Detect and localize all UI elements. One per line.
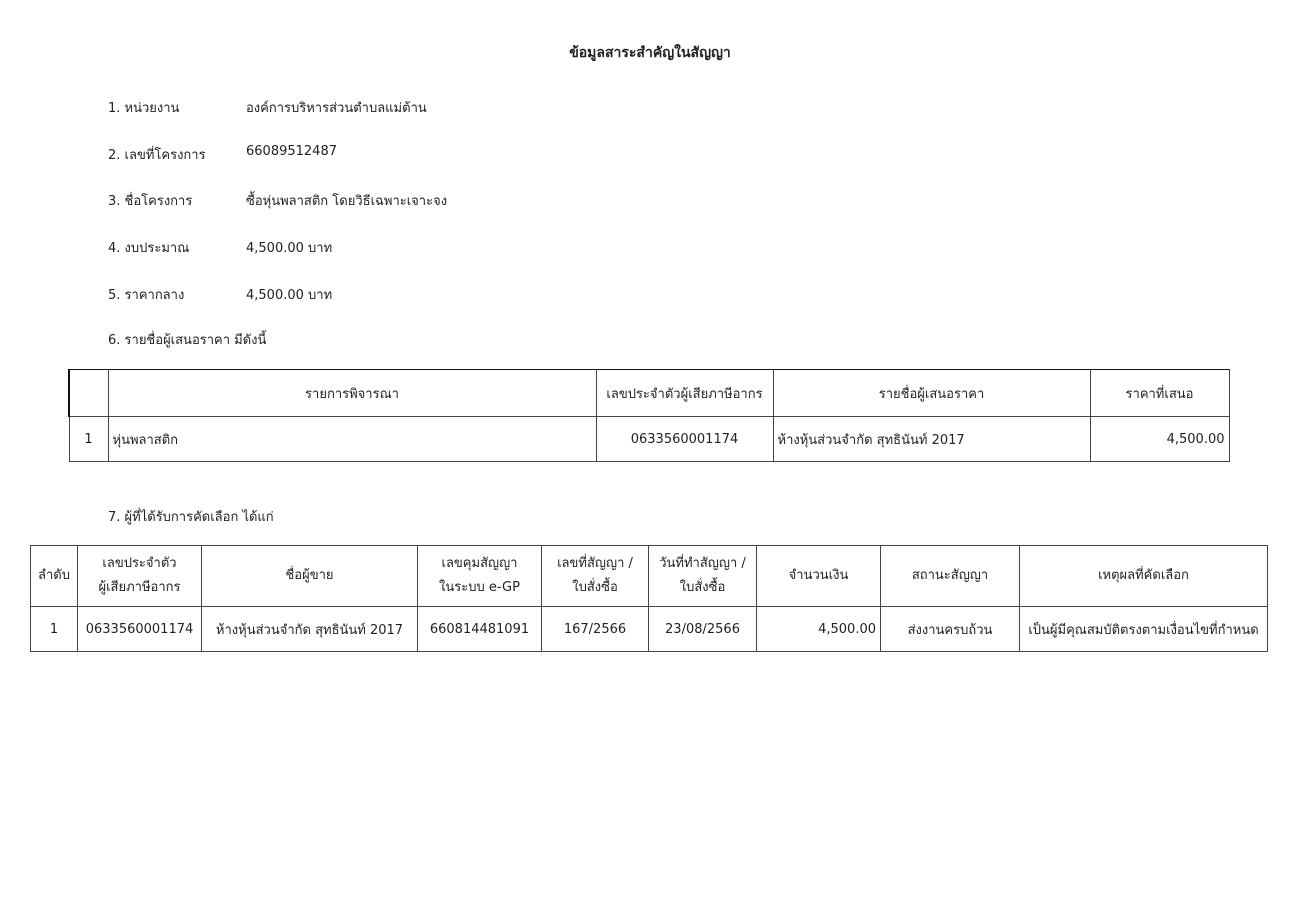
table-row xyxy=(69,417,1229,462)
row-number: 1 xyxy=(69,417,108,462)
table-header-row xyxy=(69,370,1229,417)
table-row xyxy=(31,607,1268,652)
amount-cell: 4,500.00 xyxy=(757,607,881,652)
info-row-median-price xyxy=(108,284,708,304)
header-cell: เลขประจำตัวผู้เสียภาษีอากร xyxy=(596,370,773,417)
bidders-table xyxy=(68,369,1230,462)
egp-contract-cell: 660814481091 xyxy=(418,607,542,652)
header-cell xyxy=(649,546,757,607)
item-cell: หุ่นพลาสติก xyxy=(108,417,596,462)
contract-status-cell: ส่งงานครบถ้วน xyxy=(881,607,1020,652)
info-label: 3. ชื่อโครงการ xyxy=(108,194,193,209)
header-cell xyxy=(69,370,108,417)
table-header-row xyxy=(31,546,1268,607)
row-number: 1 xyxy=(31,607,78,652)
info-label: 2. เลขที่โครงการ xyxy=(108,148,206,163)
section-heading-bidders: 6. รายชื่อผู้เสนอราคา มีดังนี้ xyxy=(108,333,267,348)
header-cell: สถานะสัญญา xyxy=(881,546,1020,607)
header-cell: ชื่อผู้ขาย xyxy=(202,546,418,607)
info-value: 4,500.00 บาท xyxy=(246,288,333,303)
header-cell xyxy=(418,546,542,607)
header-line: เลขประจำตัว xyxy=(102,556,177,571)
header-cell: รายชื่อผู้เสนอราคา xyxy=(773,370,1090,417)
info-row-project-name xyxy=(108,190,708,210)
header-cell: จำนวนเงิน xyxy=(757,546,881,607)
header-line: ในระบบ e-GP xyxy=(439,580,520,595)
info-value: องค์การบริหารส่วนตำบลแม่ต้าน xyxy=(246,101,427,116)
vendor-name-cell: ห้างหุ้นส่วนจำกัด สุทธินันท์ 2017 xyxy=(202,607,418,652)
header-cell: ราคาที่เสนอ xyxy=(1090,370,1229,417)
header-line: ผู้เสียภาษีอากร xyxy=(98,580,181,595)
header-cell: รายการพิจารณา xyxy=(108,370,596,417)
document-title: ข้อมูลสาระสำคัญในสัญญา xyxy=(569,45,731,61)
header-line: ใบสั่งซื้อ xyxy=(679,580,726,595)
header-cell xyxy=(78,546,202,607)
info-row-project-number xyxy=(108,144,708,164)
header-line: ใบสั่งซื้อ xyxy=(572,580,618,595)
info-value: 4,500.00 บาท xyxy=(246,241,333,256)
contract-number-cell: 167/2566 xyxy=(542,607,649,652)
info-label: 4. งบประมาณ xyxy=(108,241,190,256)
contract-date-cell: 23/08/2566 xyxy=(649,607,757,652)
header-cell xyxy=(542,546,649,607)
header-cell: เหตุผลที่คัดเลือก xyxy=(1020,546,1268,607)
header-line: เลขคุมสัญญา xyxy=(441,556,518,571)
bidder-name-cell: ห้างหุ้นส่วนจำกัด สุทธินันท์ 2017 xyxy=(773,417,1090,462)
tax-id-cell: 0633560001174 xyxy=(596,417,773,462)
selected-vendor-table xyxy=(30,545,1268,652)
info-value: 66089512487 xyxy=(246,144,337,159)
selection-reason-cell: เป็นผู้มีคุณสมบัติตรงตามเงื่อนไขที่กำหนด xyxy=(1020,607,1268,652)
tax-id-cell: 0633560001174 xyxy=(78,607,202,652)
section-heading-selected: 7. ผู้ที่ได้รับการคัดเลือก ได้แก่ xyxy=(108,510,274,525)
info-value: ซื้อหุ่นพลาสติก โดยวิธีเฉพาะเจาะจง xyxy=(246,194,448,209)
info-label: 1. หน่วยงาน xyxy=(108,101,180,116)
info-row-budget xyxy=(108,237,708,257)
header-line: วันที่ทำสัญญา / xyxy=(659,556,746,571)
info-row-agency xyxy=(108,97,708,117)
header-cell: ลำดับ xyxy=(31,546,78,607)
bid-price-cell: 4,500.00 xyxy=(1090,417,1229,462)
info-label: 5. ราคากลาง xyxy=(108,288,185,303)
header-line: เลขที่สัญญา / xyxy=(557,556,633,571)
